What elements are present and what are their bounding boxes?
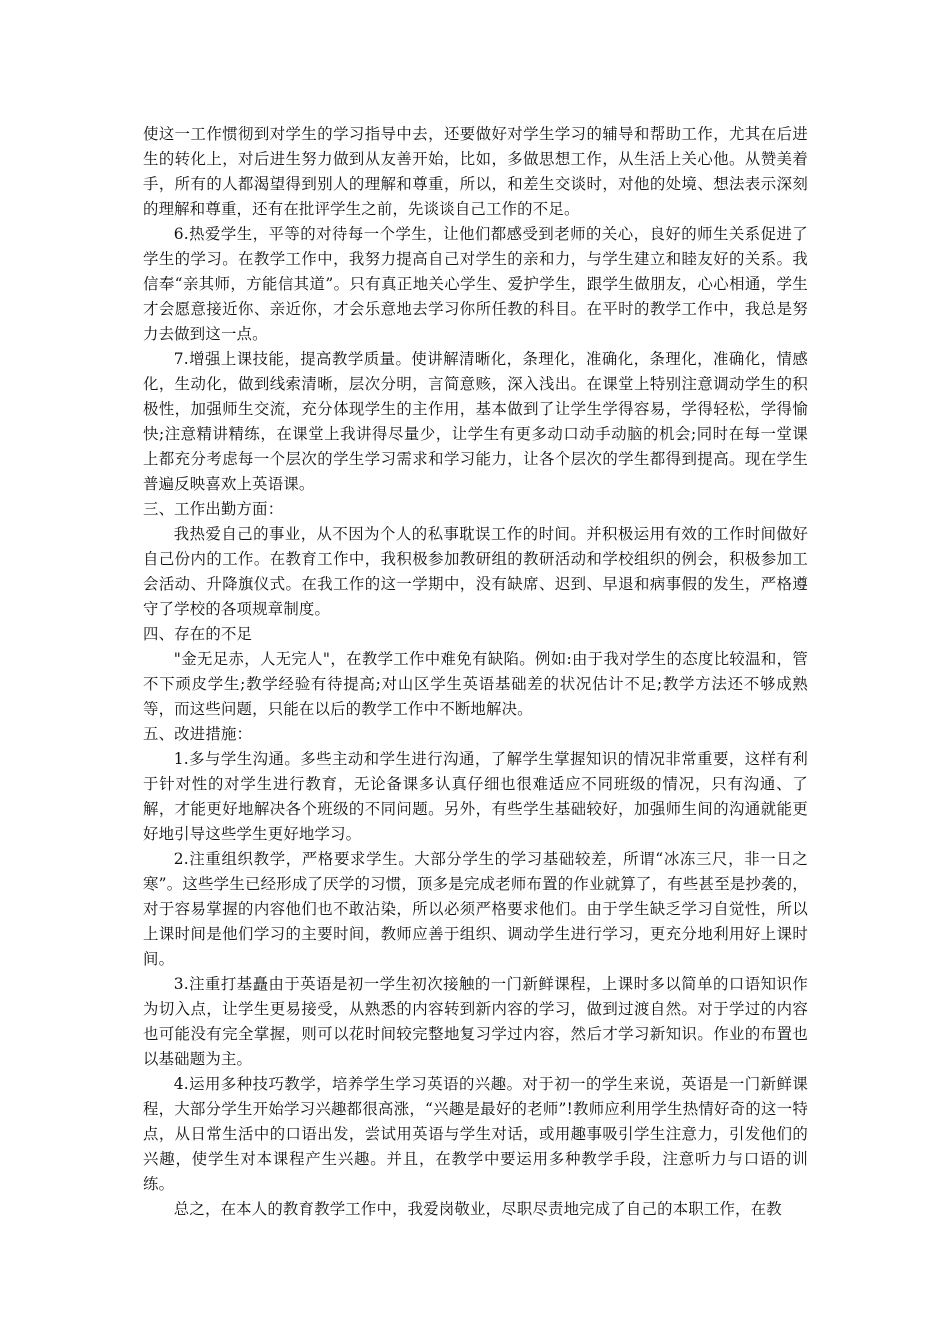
paragraph-attendance: 我热爱自己的事业，从不因为个人的私事耽误工作的时间。并积极运用有效的工作时间做好自己份内的工作。在教育工作中，我积极参加教研组的教研活动和学校组织的例会，积极参加工会活动、升降旗仪式。在我工作的这一学期中，没有缺席、迟到、早退和病事假的发生，严格遵守了学校的各项规章制度。 xyxy=(143,525,808,618)
paragraph-item-6: 6.热爱学生，平等的对待每一个学生，让他们都感受到老师的关心，良好的师生关系促进了学生的学习。在教学工作中，我努力提高自己对学生的亲和力，与学生建立和睦友好的关系。我信奉“亲其师，方能信其道”。只有真正地关心学生、爱护学生，跟学生做朋友，心心相通，学生才会愿意接近你、亲近你，才会乐意地去学习你所任教的科目。在平时的教学工作中，我总是努力去做到这一点。 xyxy=(143,225,808,343)
paragraph-shortcomings: "金无足赤，人无完人"，在教学工作中难免有缺陷。例如:由于我对学生的态度比较温和，管不下顽皮学生;教学经验有待提高;对山区学生英语基础差的状况估计不足;教学方法还不够成熟等，而这些问题，只能在以后的教学工作中不断地解决。 xyxy=(143,650,808,718)
section-heading-attendance: 三、工作出勤方面： xyxy=(143,500,284,518)
paragraph-continuation: 使这一工作惯彻到对学生的学习指导中去，还要做好对学生学习的辅导和帮助工作，尤其在后进生的转化上，对后进生努力做到从友善开始，比如，多做思想工作，从生活上关心他。从赞美着手，所有的人都渴望得到别人的理解和尊重，所以，和差生交谈时，对他的处境、想法表示深刻的理解和尊重，还有在批评学生之前，先谈谈自己工作的不足。 xyxy=(143,125,808,218)
section-heading-shortcomings: 四、存在的不足 xyxy=(143,625,253,643)
section-heading-improvements: 五、改进措施： xyxy=(143,725,253,743)
paragraph-conclusion: 总之，在本人的教育教学工作中，我爱岗敬业，尽职尽责地完成了自己的本职工作，在教 xyxy=(173,1200,782,1218)
paragraph-item-7: 7.增强上课技能，提高教学质量。使讲解清晰化，条理化，准确化，条理化，准确化，情感化，生动化，做到线索清晰，层次分明，言简意赅，深入浅出。在课堂上特别注意调动学生的积极性，加强师生交流，充分体现学生的主作用，基本做到了让学生学得容易，学得轻松，学得愉快;注意精讲精练，在课堂上我讲得尽量少，让学生有更多动口动手动脑的机会;同时在每一堂课上都充分考虑每一个层次的学生学习需求和学习能力，让各个层次的学生都得到提高。现在学生普遍反映喜欢上英语课。 xyxy=(143,350,808,493)
paragraph-improvement-1: 1.多与学生沟通。多些主动和学生进行沟通，了解学生掌握知识的情况非常重要，这样有利于针对性的对学生进行教育，无论备课多认真仔细也很难适应不同班级的情况，只有沟通、了解，才能更好地解决各个班级的不同问题。另外，有些学生基础较好，加强师生间的沟通就能更好地引导这些学生更好地学习。 xyxy=(143,750,808,843)
paragraph-improvement-2: 2.注重组织教学，严格要求学生。大部分学生的学习基础较差，所谓“冰冻三尺，非一日之寒”。这些学生已经形成了厌学的习惯，顶多是完成老师布置的作业就算了，有些甚至是抄袭的，对于容易掌握的内容他们也不敢沾染，所以必须严格要求他们。由于学生缺乏学习自觉性，所以上课时间是他们学习的主要时间，教师应善于组织、调动学生进行学习，更充分地利用好上课时间。 xyxy=(143,850,808,968)
paragraph-improvement-4: 4.运用多种技巧教学，培养学生学习英语的兴趣。对于初一的学生来说，英语是一门新鲜课程，大部分学生开始学习兴趣都很高涨，“兴趣是最好的老师”!教师应利用学生热情好奇的这一特点，从日常生活中的口语出发，尝试用英语与学生对话，或用趣事吸引学生注意力，引发他们的兴趣，使学生对本课程产生兴趣。并且，在教学中要运用多种教学手段，注意听力与口语的训练。 xyxy=(143,1075,808,1193)
paragraph-improvement-3: 3.注重打基矗由于英语是初一学生初次接触的一门新鲜课程，上课时多以简单的口语知识作为切入点，让学生更易接受，从熟悉的内容转到新内容的学习，做到过渡自然。对于学过的内容也可能没有完全掌握，则可以花时间较完整地复习学过内容，然后才学习新知识。作业的布置也以基础题为主。 xyxy=(143,975,808,1068)
document-body xyxy=(143,122,808,1222)
